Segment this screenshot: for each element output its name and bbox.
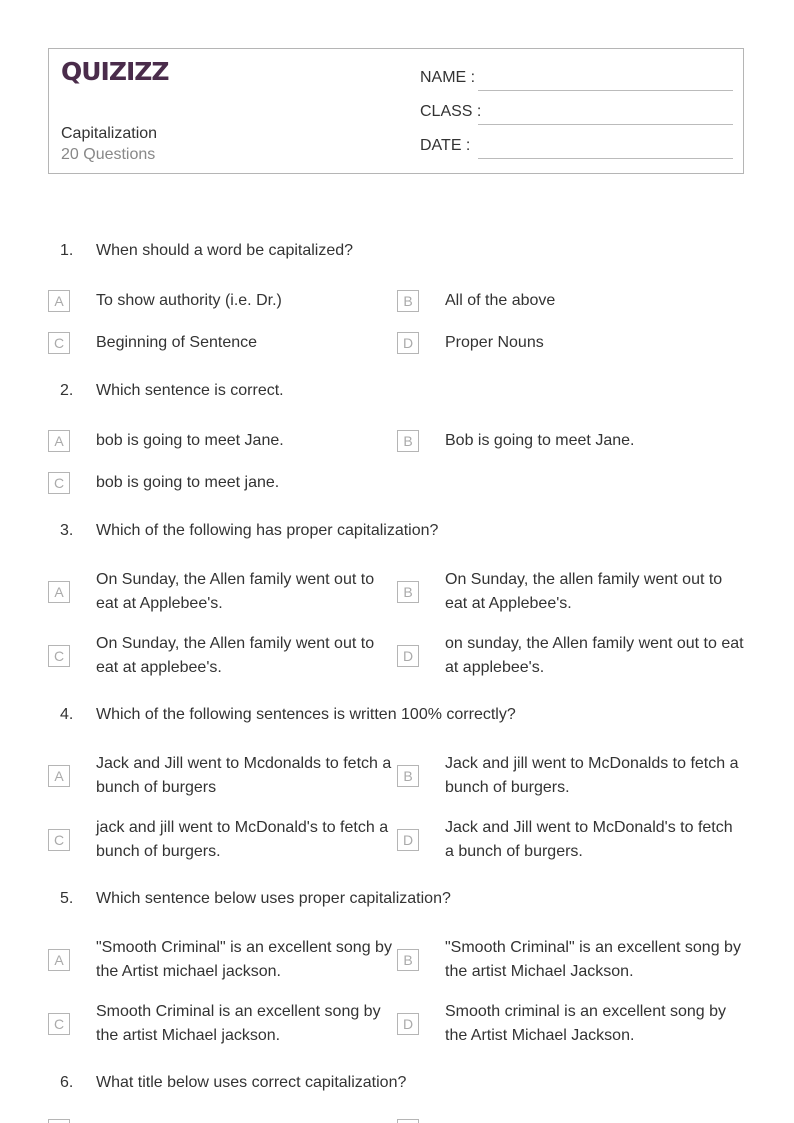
option-letter-badge: A [48,581,70,603]
option-letter-badge: B [397,765,419,787]
question-number: 3. [60,522,74,539]
option-text: Jack and jill went to McDonalds to fetch a bunch of burgers. [445,755,739,796]
option-letter-badge: B [397,290,419,312]
option-letter-badge: D [397,829,419,851]
option-letter-badge: C [48,332,70,354]
option-letter-badge: C [48,472,70,494]
option-letter-badge: C [48,829,70,851]
option-letter-badge: B [397,581,419,603]
question-text: Which of the following sentences is written 100% correctly? [96,706,516,723]
option-text: bob is going to meet jane. [96,474,280,491]
option-letter-badge: A [48,430,70,452]
option-letter-badge: C [48,1013,70,1035]
question-text: When should a word be capitalized? [96,242,354,259]
question-number: 1. [60,242,74,259]
class-label: CLASS : [420,103,482,120]
option-text: on sunday, the Allen family went out to eat at applebee's. [445,635,744,676]
option-text: Jack and Jill went to Mcdonalds to fetch a bunch of burgers [96,755,392,796]
date-line[interactable] [478,158,733,159]
option-letter-badge: D [397,645,419,667]
option-text: "Smooth Criminal" is an excellent song by the artist Michael Jackson. [445,939,741,980]
worksheet-header [48,48,744,174]
worksheet-title: Capitalization [61,125,158,142]
option-letter-badge: B [397,949,419,971]
question-number: 6. [60,1074,74,1091]
class-field[interactable] [420,101,733,125]
option-text: jack and jill went to McDonald's to fetch a bunch of burgers. [96,819,389,860]
option-text: On Sunday, the Allen family went out to eat at applebee's. [96,635,375,676]
quizizz-logo: QUIZIZZ [61,57,169,86]
option-letter-badge: D [397,332,419,354]
option-letter-badge: C [48,645,70,667]
option-text: bob is going to meet Jane. [96,432,284,449]
option-text: "Smooth Criminal" is an excellent song by the Artist michael jackson. [96,939,392,980]
question-text: What title below uses correct capitalization? [96,1074,407,1091]
option-text: All of the above [445,292,556,309]
option-text: On Sunday, the allen family went out to eat at Applebee's. [445,571,723,612]
name-label: NAME : [420,69,476,86]
name-line[interactable] [478,90,733,91]
option-letter-badge: D [397,1013,419,1035]
option-letter-badge: A [48,290,70,312]
question-number: 5. [60,890,74,907]
option-text: Smooth Criminal is an excellent song by the artist Michael jackson. [96,1003,381,1044]
option-text: Bob is going to meet Jane. [445,432,635,449]
option-6a-badge-cut [48,1119,70,1123]
date-label: DATE : [420,137,471,154]
question-text: Which sentence is correct. [96,382,284,399]
question-text: Which sentence below uses proper capitalization? [96,890,451,907]
class-line[interactable] [478,124,733,125]
option-letter-badge: A [48,949,70,971]
question-number: 4. [60,706,74,723]
name-field[interactable] [420,67,733,91]
option-text: On Sunday, the Allen family went out to eat at Applebee's. [96,571,375,612]
option-text: Proper Nouns [445,334,544,351]
option-text: Jack and Jill went to McDonald's to fetch a bunch of burgers. [445,819,733,860]
question-number: 2. [60,382,74,399]
question-count: 20 Questions [61,146,156,163]
option-text: To show authority (i.e. Dr.) [96,292,282,309]
question-text: Which of the following has proper capitalization? [96,522,439,539]
option-6b-badge-cut [397,1119,419,1123]
option-letter-badge: B [397,430,419,452]
date-field[interactable] [420,135,733,159]
option-text: Beginning of Sentence [96,334,258,351]
option-letter-badge: A [48,765,70,787]
option-text: Smooth criminal is an excellent song by the Artist Michael Jackson. [445,1003,727,1044]
